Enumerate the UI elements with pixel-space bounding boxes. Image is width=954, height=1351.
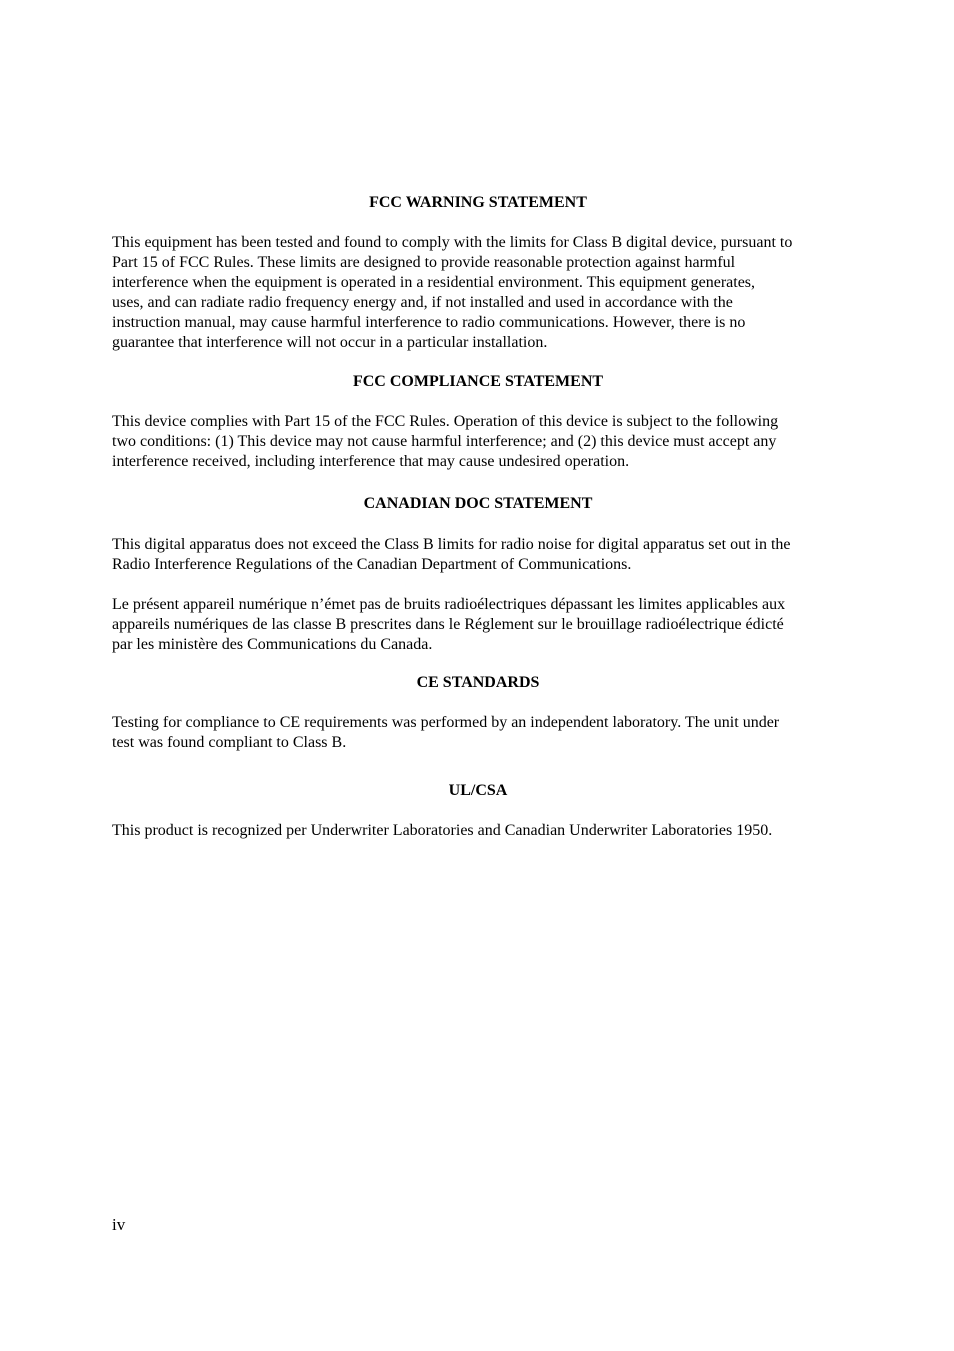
section-paragraph: This digital apparatus does not exceed the Class B limits for radio noise for digital apparatus set out in the Radio Interference Regulations of the Canadian Department of Communications. xyxy=(112,536,791,574)
section-heading: CANADIAN DOC STATEMENT xyxy=(363,495,593,513)
section-heading: CE STANDARDS xyxy=(416,673,540,691)
section-ce-standards xyxy=(112,673,844,753)
section-paragraph-french: Le présent appareil numérique n’émet pas de bruits radioélectriques dépassant les limites applicables aux appareils numériques de las classe B prescrites dans le Réglement sur le brouillage radioélectrique édicté par les ministère des Communications du Canada. xyxy=(112,595,786,653)
section-heading: FCC WARNING STATEMENT xyxy=(369,194,587,211)
section-paragraph: This product is recognized per Underwriter Laboratories and Canadian Underwriter Laboratories 1950. xyxy=(112,821,773,839)
section-paragraph: This equipment has been tested and found to comply with the limits for Class B digital device, pursuant to Part 15 of FCC Rules. These limits are designed to provide reasonable protection against harmful interference when the equipment is operated in a residential environment. This equipment generates, uses, and can radiate radio frequency energy and, if not installed and used in accordance with the instruction manual, may cause harmful interference to radio communications. However, there is no guarantee that interference will not occur in a particular installation. xyxy=(112,234,793,351)
section-fcc-compliance xyxy=(112,372,844,472)
section-fcc-warning xyxy=(112,193,844,352)
section-paragraph: This device complies with Part 15 of the FCC Rules. Operation of this device is subject to the following two conditions: (1) This device may not cause harmful interference; and (2) this device must accept any interference received, including interference that may cause undesired operation. xyxy=(112,413,779,471)
section-heading: FCC COMPLIANCE STATEMENT xyxy=(352,373,604,391)
page-number: iv xyxy=(112,1215,126,1234)
section-canadian-doc xyxy=(112,494,844,655)
section-paragraph: Testing for compliance to CE requirements was performed by an independent laboratory. The unit under test was found compliant to Class B. xyxy=(112,713,780,751)
page-content xyxy=(112,193,844,840)
section-heading: UL/CSA xyxy=(448,781,508,799)
section-ul-csa xyxy=(112,781,844,841)
